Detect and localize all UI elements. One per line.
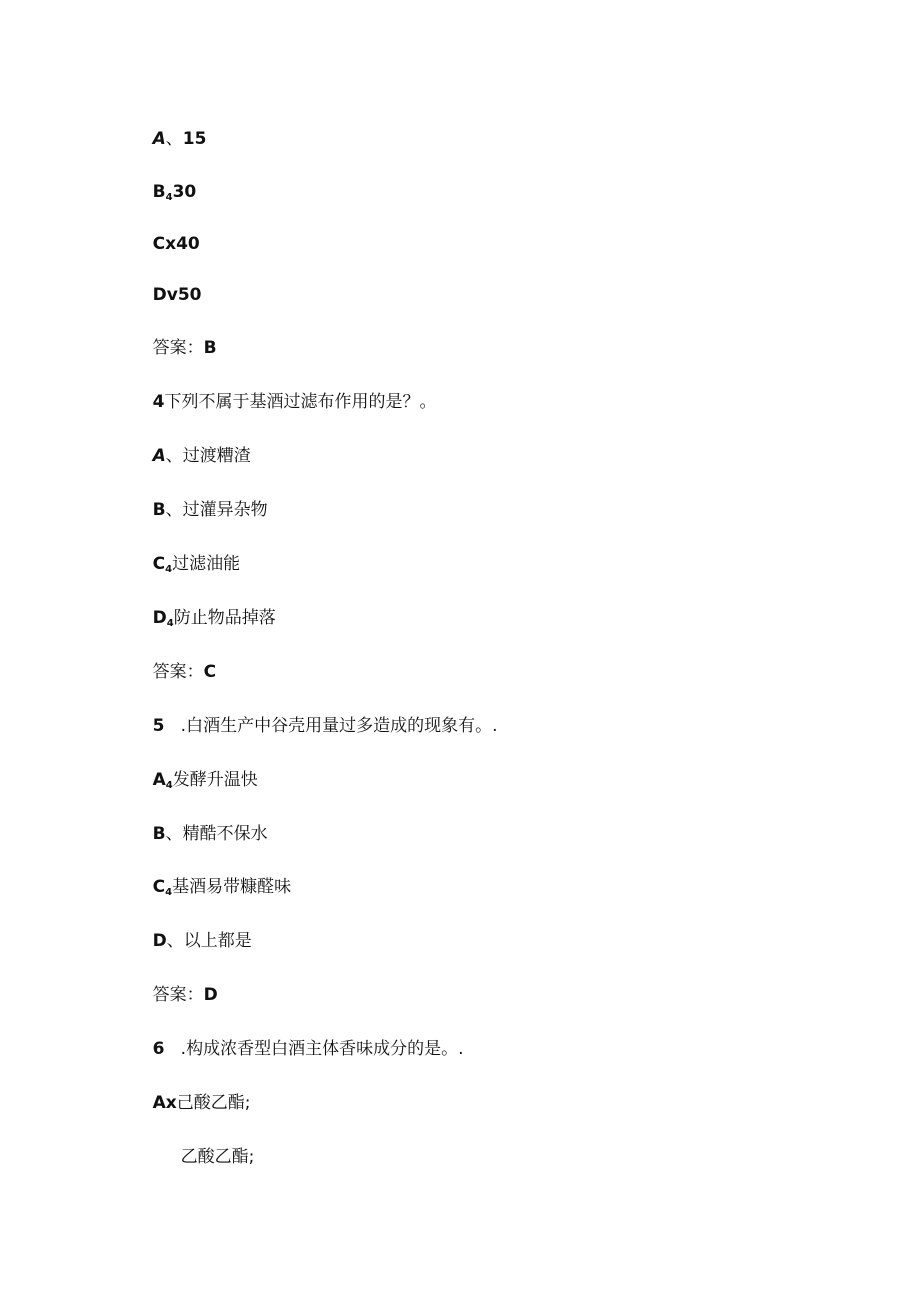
option-subscript: 4 bbox=[165, 887, 173, 898]
option-subscript: 4 bbox=[166, 618, 174, 629]
option-text: 过渡糟渣 bbox=[182, 446, 251, 466]
option-subscript: 4 bbox=[165, 780, 173, 791]
option-letter: C bbox=[152, 234, 166, 254]
option-separator: 、 bbox=[166, 931, 184, 951]
option-subscript: 4 bbox=[165, 564, 173, 575]
option-text: 50 bbox=[177, 285, 202, 305]
option-b-q6 bbox=[159, 1121, 254, 1193]
question-text: .白酒生产中谷壳用量过多造成的现象有。. bbox=[164, 716, 498, 736]
question-number: 5 bbox=[152, 716, 165, 736]
option-letter: A bbox=[152, 770, 166, 790]
option-text: 30 bbox=[172, 182, 197, 202]
option-separator: 、 bbox=[165, 129, 183, 149]
option-letter: D bbox=[152, 608, 167, 628]
question-number: 6 bbox=[152, 1039, 165, 1059]
option-text: 过滤油能 bbox=[172, 554, 241, 574]
option-letter: A bbox=[152, 446, 166, 466]
option-letter: B bbox=[152, 500, 166, 520]
option-letter: A bbox=[152, 129, 166, 149]
answer-label: 答案： bbox=[152, 338, 204, 358]
option-text: 精酷不保水 bbox=[182, 824, 268, 844]
option-text: 己酸乙酯; bbox=[176, 1093, 251, 1113]
option-separator: 、 bbox=[165, 500, 183, 520]
answer-value: C bbox=[203, 662, 217, 682]
option-text: 发酵升温快 bbox=[172, 770, 258, 790]
option-letter: A bbox=[152, 1093, 166, 1113]
option-mark: v bbox=[166, 285, 178, 305]
answer-value: D bbox=[203, 985, 218, 1005]
option-text: 乙酸乙酯; bbox=[180, 1147, 255, 1167]
option-letter: C bbox=[152, 554, 166, 574]
answer-label: 答案： bbox=[152, 985, 204, 1005]
option-mark: x bbox=[165, 234, 177, 254]
question-text: 下列不属于基酒过滤布作用的是？。 bbox=[164, 392, 437, 412]
option-text: 40 bbox=[176, 234, 200, 254]
option-text: 基酒易带糠醛味 bbox=[172, 877, 292, 897]
question-number: 4 bbox=[152, 392, 165, 412]
question-text: .构成浓香型白酒主体香味成分的是。. bbox=[164, 1039, 464, 1059]
option-letter: C bbox=[152, 877, 166, 897]
option-mark: x bbox=[165, 1093, 177, 1113]
option-letter: B bbox=[152, 182, 166, 202]
option-letter: D bbox=[152, 931, 167, 951]
option-text: 过灌异杂物 bbox=[182, 500, 268, 520]
option-text: 15 bbox=[182, 129, 207, 149]
option-text: 防止物品掉落 bbox=[173, 608, 276, 628]
option-letter: B bbox=[152, 824, 166, 844]
answer-value: B bbox=[203, 338, 217, 358]
option-letter: D bbox=[152, 285, 167, 305]
option-separator: 、 bbox=[165, 446, 183, 466]
answer-label: 答案： bbox=[152, 662, 204, 682]
option-separator: 、 bbox=[165, 824, 183, 844]
option-subscript: 4 bbox=[165, 192, 173, 203]
option-text: 以上都是 bbox=[183, 931, 252, 951]
